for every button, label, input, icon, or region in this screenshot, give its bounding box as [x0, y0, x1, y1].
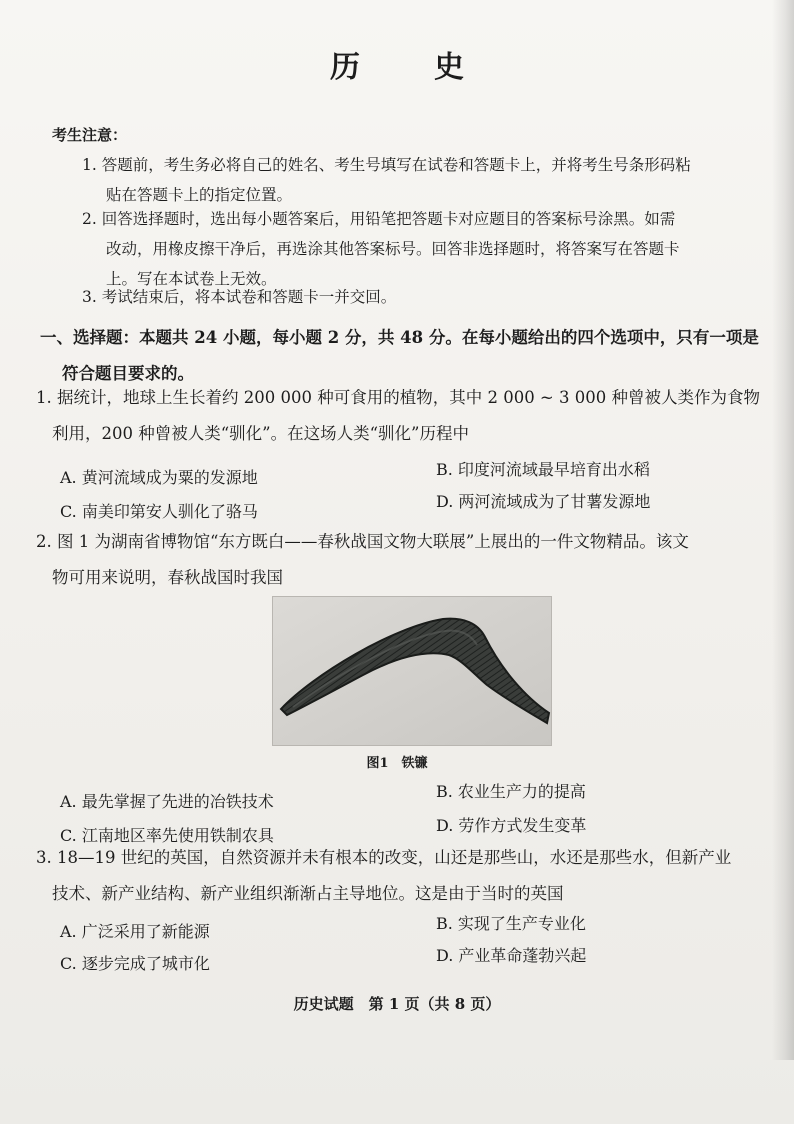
notice-item-2-line3: 上。写在本试卷上无效。 — [106, 270, 277, 288]
page-footer: 历史试题 第 1 页（共 8 页） — [293, 995, 501, 1013]
question-2-option-c: C. 江南地区率先使用铁制农具 — [60, 826, 274, 845]
notice-item-3 — [82, 282, 762, 312]
question-1-stem-line2: 利用，200 种曾被人类“驯化”。在这场人类“驯化”历程中 — [52, 424, 469, 443]
notice-item-1 — [82, 150, 762, 210]
question-2-option-a: A. 最先掌握了先进的冶铁技术 — [60, 792, 274, 811]
question-3-option-b: B. 实现了生产专业化 — [436, 914, 586, 933]
notice-item-3-line1: 3. 考试结束后，将本试卷和答题卡一并交回。 — [82, 288, 397, 306]
question-2-stem — [36, 524, 776, 596]
iron-sickle-image — [273, 597, 551, 745]
question-1-option-d: D. 两河流域成为了甘薯发源地 — [436, 492, 651, 511]
question-3-option-a: A. 广泛采用了新能源 — [60, 922, 210, 941]
section-heading-line1: 一、选择题：本题共 24 小题，每小题 2 分，共 48 分。在每小题给出的四个选项中，只有一项是 — [40, 328, 759, 347]
question-3-option-d: D. 产业革命蓬勃兴起 — [436, 946, 587, 965]
question-2-option-b: B. 农业生产力的提高 — [436, 782, 586, 801]
question-1-option-a: A. 黄河流域成为粟的发源地 — [60, 468, 258, 487]
notice-item-2-line1: 2. 回答选择题时，选出每小题答案后，用铅笔把答题卡对应题目的答案标号涂黑。如需 — [82, 210, 676, 228]
question-1-stem-line1: 1. 据统计，地球上生长着约 200 000 种可食用的植物，其中 2 000 ~ 3 000 种曾被人类作为食物 — [36, 388, 760, 407]
notice-item-2-line2: 改动，用橡皮擦干净后，再选涂其他答案标号。回答非选择题时，将答案写在答题卡 — [106, 240, 680, 258]
question-3-option-c: C. 逐步完成了城市化 — [60, 954, 210, 973]
question-2-option-d: D. 劳作方式发生变革 — [436, 816, 587, 835]
notice-item-2 — [82, 204, 762, 294]
page-title: 历 史 — [330, 50, 486, 85]
section-heading-line2: 符合题目要求的。 — [62, 364, 194, 383]
question-1-option-c: C. 南美印第安人驯化了骆马 — [60, 502, 258, 521]
question-3-stem-line2: 技术、新产业结构、新产业组织渐渐占主导地位。这是由于当时的英国 — [52, 884, 564, 903]
question-2-stem-line2: 物可用来说明，春秋战国时我国 — [52, 568, 283, 587]
notice-item-1-line1: 1. 答题前，考生务必将自己的姓名、考生号填写在试卷和答题卡上，并将考生号条形码粘 — [82, 156, 691, 174]
notice-item-1-line2: 贴在答题卡上的指定位置。 — [106, 186, 293, 204]
question-1-stem — [36, 380, 776, 452]
question-2-stem-line1: 2. 图 1 为湖南省博物馆“东方既白——春秋战国文物大联展”上展出的一件文物精品。该文 — [36, 532, 689, 551]
notice-heading: 考生注意： — [52, 126, 128, 144]
question-1-option-b: B. 印度河流域最早培育出水稻 — [436, 460, 650, 479]
question-3-stem-line1: 3. 18—19 世纪的英国，自然资源并未有根本的改变，山还是那些山，水还是那些水，但新产业 — [36, 848, 732, 867]
iron-sickle-photo — [272, 596, 552, 746]
question-3-stem — [36, 840, 776, 912]
figure-1-caption: 图1 铁镰 — [366, 756, 428, 771]
